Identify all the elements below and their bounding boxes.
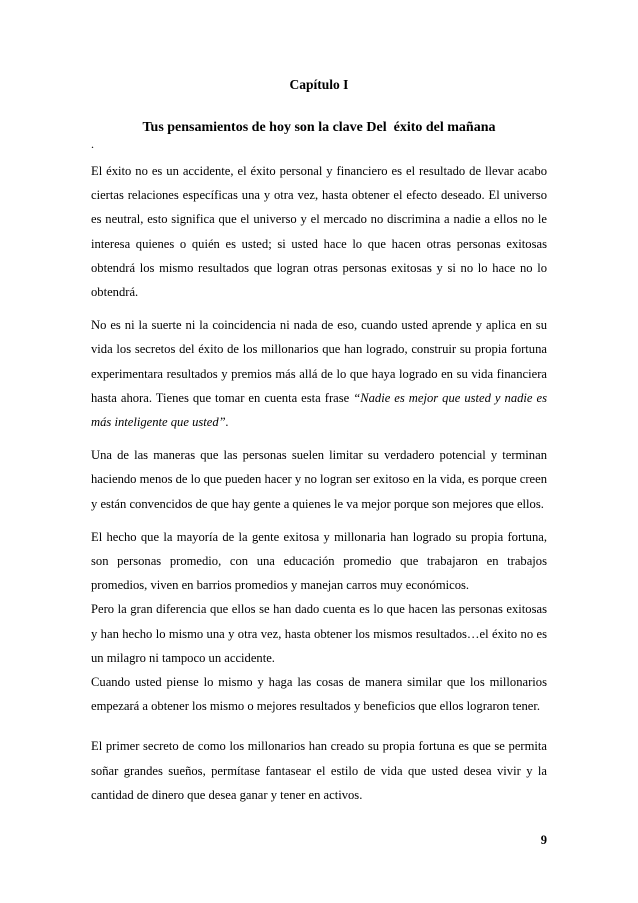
paragraph-2-text: No es ni la suerte ni la coincidencia ni nada de eso, cuando usted aprende y aplica en su vida los secretos del éxito de los millonarios que han logrado, construir su propia fortuna experimentara resultados y premios más allá de lo que haya logrado en su vida financiera hasta ahora. Tienes que tomar en cuenta esta frase <box>91 318 547 405</box>
paragraph-2 <box>91 313 547 434</box>
chapter-title: Tus pensamientos de hoy son la clave Del éxito del mañana <box>142 120 496 135</box>
paragraph-1: El éxito no es un accidente, el éxito personal y financiero es el resultado de llevar acabo ciertas relaciones específicas una y otra vez, hasta obtener el efecto deseado. El universo es neutral, esto significa que el universo y el mercado no discrimina a nadie a ellos no le interesa quienes o quién es usted; si usted hace lo que hacen otras personas exitosas obtendrá los mismo resultados que logran otras personas exitosas y si no lo hace no lo obtendrá. <box>91 164 547 300</box>
paragraph-3: Una de las maneras que las personas suelen limitar su verdadero potencial y terminan haciendo menos de lo que pueden hacer y no logran ser exitoso en la vida, es porque creen y están convencidos de que hay gente a quienes le va mejor porque son mejores que ellos. <box>91 448 548 511</box>
page-number: 9 <box>540 833 547 847</box>
chapter-heading: Capítulo I <box>289 77 349 92</box>
leading-mark: . <box>91 137 94 151</box>
paragraph-5: Pero la gran diferencia que ellos se han dado cuenta es lo que hacen las personas exitosas y han hecho lo mismo una y otra vez, hasta obtener los mismos resultados…el éxito no es un milagro ni tampoco un accidente. <box>91 602 547 665</box>
paragraph-6: Cuando usted piense lo mismo y haga las cosas de manera similar que los millonarios empezará a obtener los mismo o mejores resultados y beneficios que ellos lograron tener. <box>91 675 547 714</box>
body-text <box>91 159 547 807</box>
quote-text: “Nadie es mejor que usted y nadie es más inteligente que usted”. <box>91 390 547 430</box>
paragraph-7: El primer secreto de como los millonarios han creado su propia fortuna es que se permita soñar grandes sueños, permítase fantasear el estilo de vida que usted desea vivir y la cantidad de dinero que desea ganar y tener en activos. <box>91 739 547 802</box>
paragraph-4: El hecho que la mayoría de la gente exitosa y millonaria han logrado su propia fortuna, son personas promedio, con una educación promedio que trabajaron en trabajos promedios, viven en barrios promedios y manejan carros muy económicos. <box>91 529 547 593</box>
